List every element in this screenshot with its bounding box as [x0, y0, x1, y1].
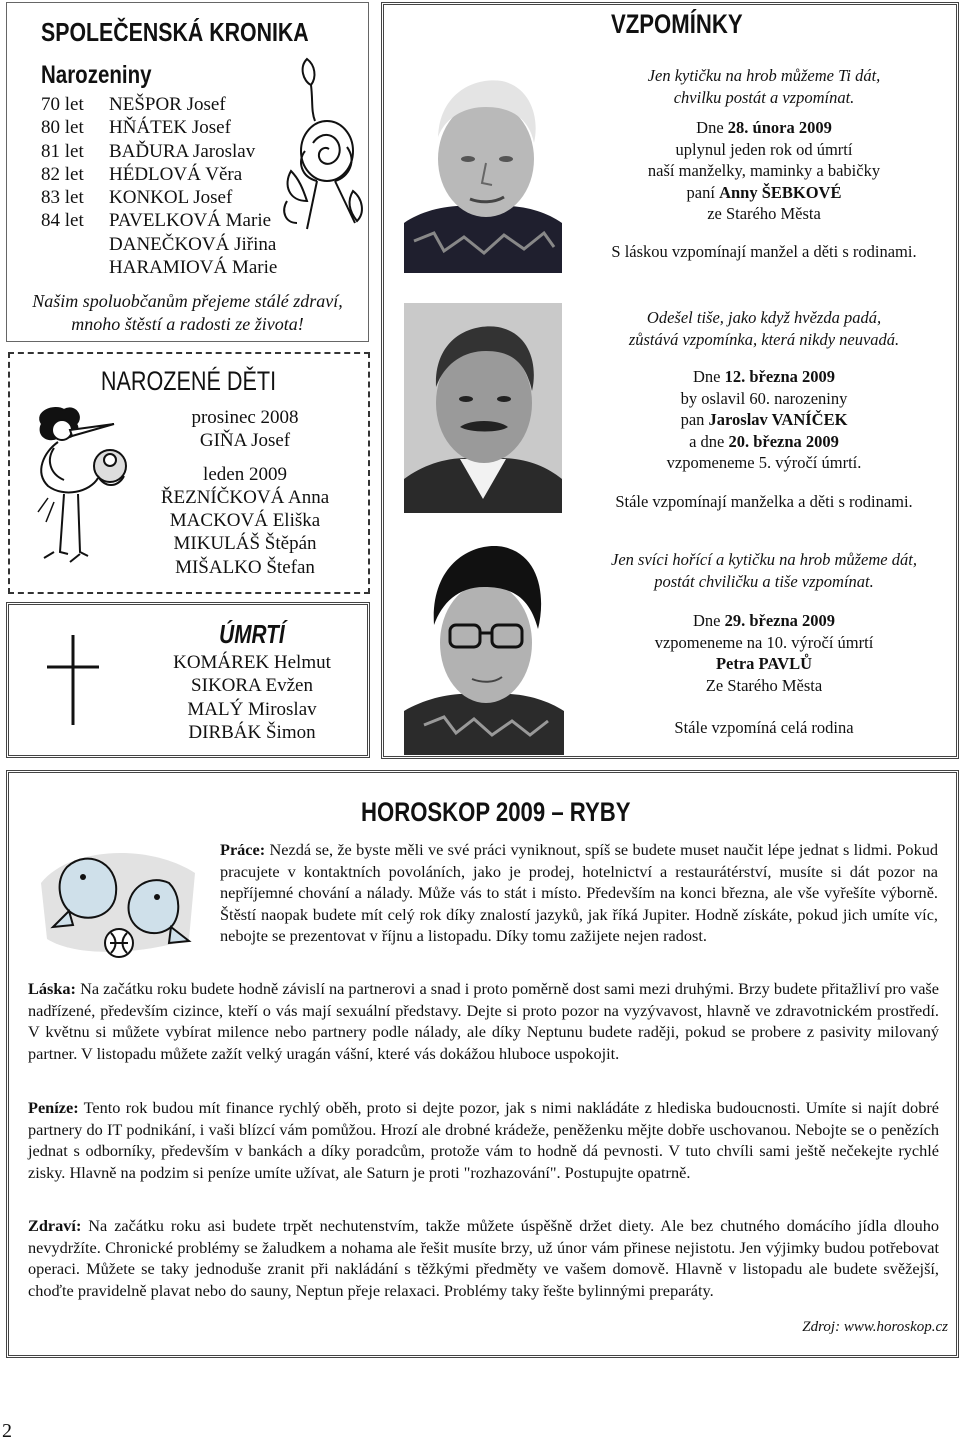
memory-item: Jen svíci hořící a kytičku na hrob můžeme dát, postát chviličku a tiše vzpomínat. Dne 29. března 2009 vzpomeneme na 10. výročí úmrtí Petra PAVLŮ Ze Starého Města Stále vzpomíná celá rodina — [611, 550, 917, 737]
births-box — [8, 352, 370, 594]
births-list: prosinec 2008 GIŇA Josef leden 2009 ŘEZNÍČKOVÁ Anna MACKOVÁ Eliška MIKULÁŠ Štěpán MIŠALKO Štefan — [160, 407, 330, 578]
horoscope-health: Zdraví: Na začátku roku asi budete trpět nechutenstvím, takže můžete úspěšně držet diety. Ale bez chutného domácího jídla dlouho nevydržíte. Chronické problémy se žaludkem a nohama ale řešit musíte brzy, už únor vám přinese nejistotu. Jen výjimky budou potřebovat operaci. Můžete se taky jednoduše zranit při nakládání s těžkými předměty ve vašem domově. Hlavně v listopadu ale budete svěžejší, choďte pravidelně plavat nebo do sauny, Neptun přeje relaxaci. Problémy taky řešte bylinnými preparáty. — [28, 1216, 939, 1300]
deaths-box — [6, 602, 370, 758]
horoscope-work: Práce: Nezdá se, že byste měli ve své práci vyniknout, spíš se budete muset naučit lépe jednat s lidmi. Pokud pracujete v kontaktních povoláních, jako je prodej, hotelnictví a restaurátérství, musíte si dát pozor na nepříjemné chování a nálady. Může vás to stát i místo. Především na konci března, ale vše vyřešíte výborně. Štěstí naopak budete mít celý rok díky znalostí jazyků, jak říká Jupiter. Hodně získáte, pokud jich umíte víc, nebojte se prezentovat v říjnu a listopadu. Díky tomu zažijete nejen radost. — [220, 840, 938, 946]
kronika-title: SPOLEČENSKÁ KRONIKA — [41, 17, 309, 47]
source-note: Zdroj: www.horoskop.cz — [802, 1319, 948, 1335]
pisces-icon — [39, 843, 199, 963]
portrait-photo — [404, 533, 564, 755]
deaths-title: ÚMRTÍ — [219, 619, 285, 649]
kronika-box — [6, 2, 369, 342]
cross-icon — [43, 633, 103, 727]
horoscope-money: Peníze: Tento rok budou mít finance rychlý oběh, proto si dejte pozor, jak s nimi nakládáte z hlediska budoucnosti. Umíte si najít dobré partnery do IT podnikání, i vaši blízcí vám pomůžou. Hrozí ale drobné krádeže, peněženku mějte dobře uschovanou. Nebojte se o penězích jednat s odborníky, především v bankách a díky poradcům, protože vám to hodně dá pevnosti. V tuto chvíli sami ještě nečekejte rychlé zisky. Hlavně na podzim si peníze umíte užívat, ale Saturn je proti "rozhazování". Postupujte opatrně. — [28, 1098, 939, 1182]
deaths-list: KOMÁREK Helmut SIKORA Evžen MALÝ Miroslav DIRBÁK Šimon — [173, 652, 331, 743]
memories-box — [381, 2, 959, 759]
portrait-photo — [404, 303, 562, 513]
list-item: 80 let HŇÁTEK Josef — [41, 117, 231, 139]
memory-item: Odešel tiše, jako když hvězda padá, zůstává vzpomínka, která nikdy neuvadá. Dne 12. března 2009 by oslavil 60. narozeniny pan Jaroslav VANÍČEK a dne 20. března 2009 vzpomeneme 5. výročí úmrtí. Stále vzpomínají manželka a děti s rodinami. — [615, 308, 913, 511]
list-item: DANEČKOVÁ Jiřina — [109, 233, 277, 255]
list-item: 70 let NEŠPOR Josef — [41, 94, 226, 115]
memory-item: Jen kytičku na hrob můžeme Ti dát, chvilku postát a vzpomínat. Dne 28. února 2009 uplynul jeden rok od úmrtí naší manželky, maminky a babičky paní Anny ŠEBKOVÉ ze Starého Města S láskou vzpomínají manžel a děti s rodinami. — [611, 66, 917, 261]
births-title: NAROZENÉ DĚTI — [101, 366, 277, 396]
horoscope-title: HOROSKOP 2009 – RYBY — [361, 797, 631, 827]
birthday-wish: Našim spoluobčanům přejeme stálé zdraví, mnoho štěstí a radosti ze života! — [32, 291, 343, 334]
birthdays-heading: Narozeniny — [41, 61, 152, 89]
portrait-photo — [404, 63, 562, 273]
memories-title: VZPOMÍNKY — [611, 9, 743, 39]
list-item: 83 let KONKOL Josef — [41, 187, 233, 209]
page-number: 2 — [2, 1420, 12, 1442]
list-item: 84 let PAVELKOVÁ Marie — [41, 210, 272, 232]
rose-icon — [277, 51, 369, 231]
list-item: 82 let HÉDLOVÁ Věra — [41, 163, 243, 185]
list-item: HARAMIOVÁ Marie — [109, 257, 278, 279]
horoscope-love: Láska: Na začátku roku budete hodně závislí na partnerovi a snad i proto poměrně dost sami mezi druhými. Brzy budete přitažliví pro vaše nadřízené, především cizince, kteří o vás mají sexuální představy. Dejte si proto pozor na vyzývavost, hlavně ve zdravotnickém prostředí. V květnu si můžete vybírat milence nebo partnery podle nálady, ale díky Neptunu budete raději, pokud se probere z pasivity milovaný partner. V listopadu můžete zažít velký uragán vášní, které vás dokážou hluboce uspokojit. — [28, 979, 939, 1063]
birthday-list — [41, 93, 277, 279]
stork-icon — [24, 402, 144, 582]
list-item: 81 let BAĎURA Jaroslav — [41, 140, 256, 162]
horoscope-box — [6, 770, 959, 1358]
